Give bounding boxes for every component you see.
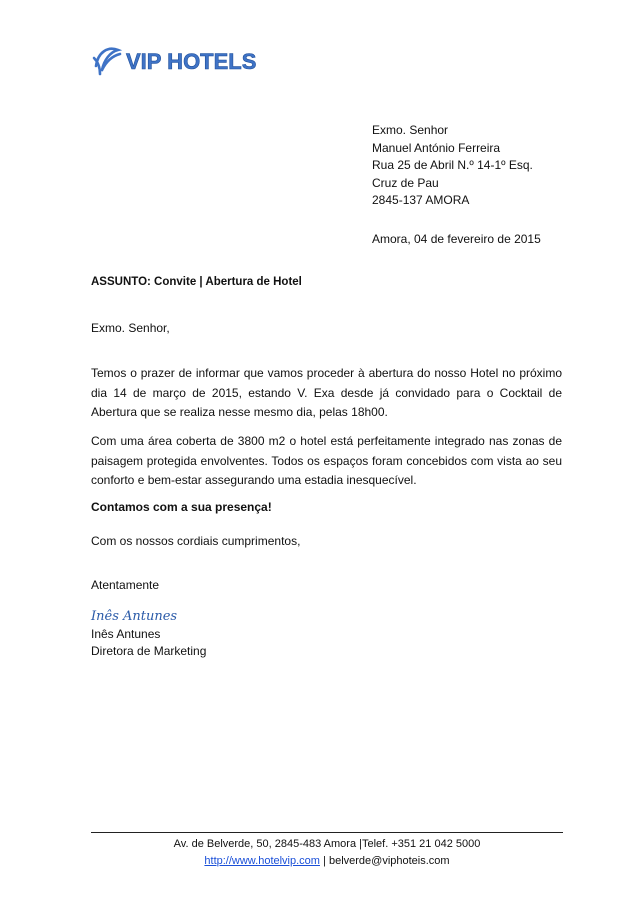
letter-greeting: Exmo. Senhor, (91, 321, 170, 335)
website-link[interactable]: http://www.hotelvip.com (204, 855, 320, 867)
company-logo (88, 40, 258, 80)
footer-address: Av. de Belverde, 50, 2845-483 Amora |Telef. +351 21 042 5000 (173, 838, 481, 850)
signatory-title: Diretora de Marketing (91, 644, 207, 658)
recipient-salutation: Exmo. Senhor (372, 123, 449, 137)
letter-subject: ASSUNTO: Convite | Abertura de Hotel (91, 276, 302, 288)
vip-hotels-logo-graphic (88, 40, 258, 80)
body-paragraph-2: Com uma área coberta de 3800 m2 o hotel está perfeitamente integrado nas zonas de paisagem protegida envolventes. Todos os espaços foram concebidos com vista ao seu conforto e bem-estar assegurando uma estadia inesquecível. (91, 434, 562, 487)
footer-contact-line (91, 853, 563, 870)
handwritten-signature: Inês Antunes (91, 609, 178, 624)
logo-text: VIP HOTELS (126, 49, 257, 74)
recipient-name: Manuel António Ferreira (372, 140, 501, 155)
closing-regards: Com os nossos cordiais cumprimentos, (91, 534, 301, 548)
signatory-name: Inês Antunes (91, 627, 161, 641)
footer-email: belverde@viphoteis.com (328, 855, 450, 867)
sign-off: Atentamente (91, 578, 160, 592)
closing-statement: Contamos com a sua presença! (91, 500, 272, 514)
body-paragraph-1: Temos o prazer de informar que vamos proceder à abertura do nosso Hotel no próximo dia 14 de março de 2015, estando V. Exa desde já convidado para o Cocktail de Abertura que se realiza nesse mesmo dia, pelas 18h00. (91, 366, 562, 419)
recipient-postal: 2845-137 AMORA (372, 193, 470, 207)
letter-date: Amora, 04 de fevereiro de 2015 (372, 232, 541, 246)
recipient-street: Rua 25 de Abril N.º 14-1º Esq. (372, 158, 533, 172)
footer-divider (91, 832, 563, 833)
footer (91, 836, 563, 870)
recipient-locality: Cruz de Pau (372, 175, 439, 190)
footer-separator: | (319, 855, 329, 867)
recipient-address-block (372, 122, 533, 210)
